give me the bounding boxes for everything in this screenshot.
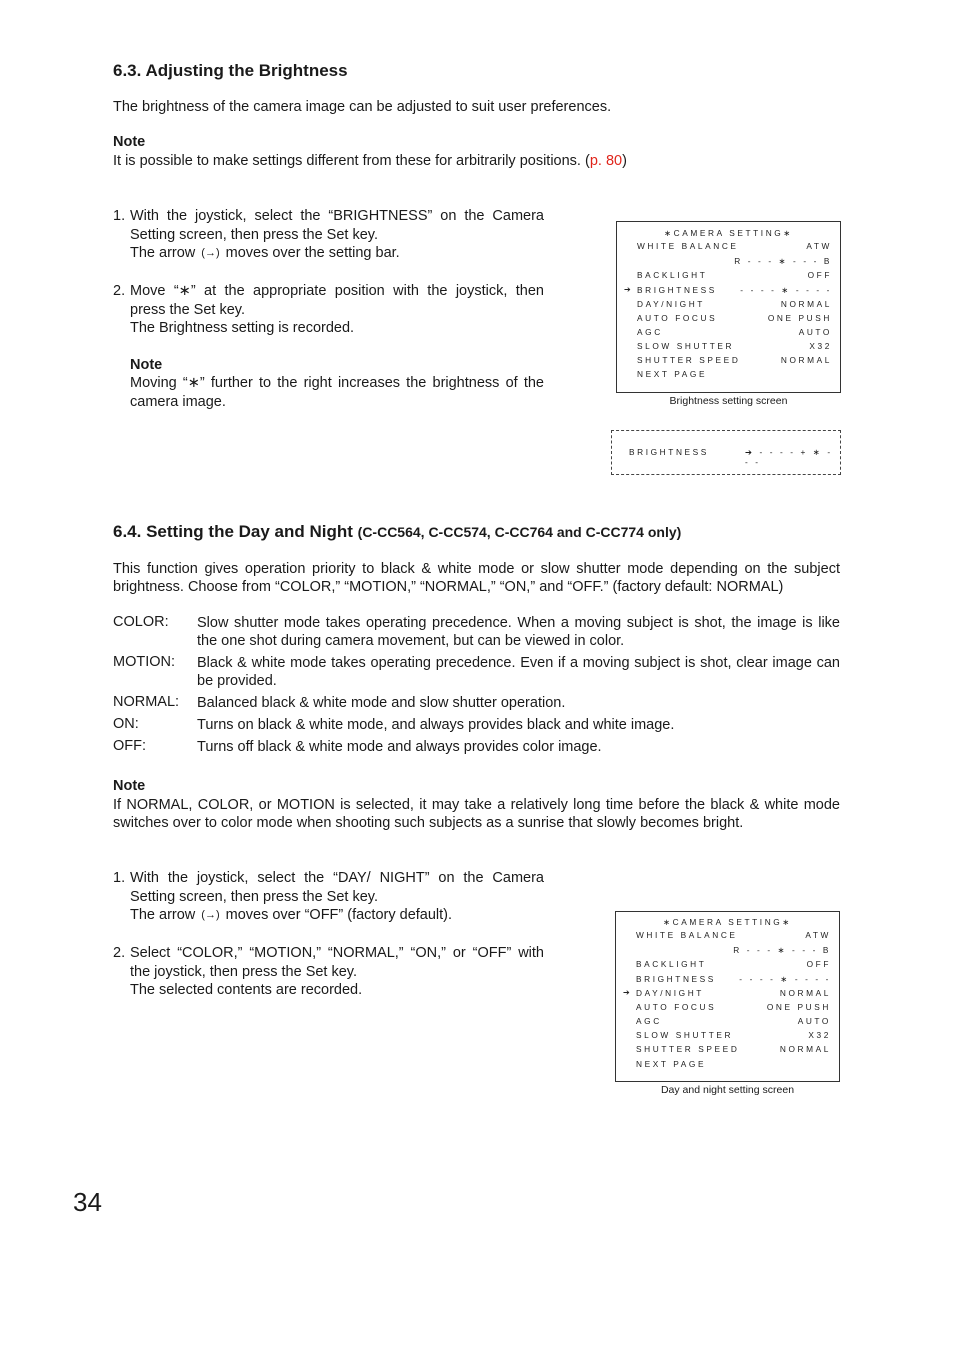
menu-key: BACKLIGHT: [636, 959, 707, 969]
step-text: The selected contents are recorded.: [130, 982, 363, 998]
pointer-arrow-icon: ➔: [623, 988, 630, 997]
step-text: Setting screen, then press the Set key.: [130, 888, 378, 905]
menu-key: NEXT PAGE: [636, 1059, 707, 1069]
page-link[interactable]: p. 80: [589, 153, 623, 169]
step-note-text: camera image.: [130, 393, 226, 410]
definition-term: COLOR:: [113, 614, 169, 630]
brightness-bar-screen: [611, 430, 841, 475]
menu-key: SHUTTER SPEED: [637, 355, 741, 365]
step-text: the joystick, then press the Set key.: [130, 963, 358, 980]
menu-row: [636, 959, 831, 971]
menu-value: AUTO: [798, 327, 832, 337]
menu-key: AUTO FOCUS: [636, 1002, 717, 1012]
menu-value: AUTO: [797, 1016, 831, 1026]
note-text-close: ): [622, 153, 627, 169]
step-text: Setting screen, then press the Set key.: [130, 226, 378, 243]
bar-label: BRIGHTNESS: [629, 447, 709, 457]
note-label: Note: [113, 778, 146, 794]
screen-caption: Day and night setting screen: [660, 1084, 795, 1096]
note-line: If NORMAL, COLOR, or MOTION is selected, it may take a relatively long time before the black & white mode: [113, 797, 840, 813]
definition-text: Slow shutter mode takes operating precedence. When a moving subject is shot, the image is like the one shot during camera movement, but can be viewed in color.: [197, 615, 840, 649]
menu-key: AGC: [637, 327, 663, 337]
definition-term: OFF:: [113, 738, 147, 754]
brightness-bar: ➔ - - - - + ∗ - - -: [745, 447, 833, 467]
screen-caption: Brightness setting screen: [669, 395, 788, 407]
day-night-step-2: [113, 944, 544, 1004]
menu-row: [636, 930, 831, 942]
definition-text: Turns off black & white mode and always provides color image.: [197, 739, 602, 755]
step-number: 1.: [113, 870, 126, 886]
menu-key: AUTO FOCUS: [637, 313, 718, 323]
step-note-label: Note: [130, 356, 163, 373]
note-text: It is possible to make settings different from these for arbitrarily positions. (: [113, 153, 590, 169]
step-text: Move “∗” at the appropriate position with the joystick, then: [130, 283, 544, 299]
brightness-step-1: [113, 207, 544, 267]
definition-term: NORMAL:: [113, 694, 180, 710]
pointer-arrow-icon: ➔: [624, 285, 631, 294]
note-line: switches over to color mode when shooting such subjects as a sunrise that slowly becomes bright.: [113, 815, 744, 831]
menu-row: [636, 1059, 831, 1071]
step-text: With the joystick, select the “DAY/ NIGHT” on the Camera: [130, 870, 544, 886]
step-text-part: moves over “OFF” (factory default).: [225, 907, 453, 923]
menu-value: ONE PUSH: [767, 313, 832, 323]
section-heading-brightness: 6.3. Adjusting the Brightness: [113, 61, 348, 80]
step-text: [130, 244, 544, 263]
menu-row-selected: [623, 988, 831, 1000]
brightness-note: [113, 152, 627, 170]
day-night-intro: [113, 560, 840, 596]
menu-row: [637, 355, 832, 367]
menu-value: NORMAL: [779, 1044, 831, 1054]
day-night-note: [113, 796, 840, 832]
step-text-part: The arrow: [130, 907, 196, 923]
menu-row: [636, 1044, 831, 1056]
definition-text: Black & white mode takes operating precedence. Even if a moving subject is shot, clear image can be provided.: [197, 655, 840, 689]
step-text: press the Set key.: [130, 301, 245, 318]
day-night-setting-screen: [615, 911, 840, 1082]
menu-row: [637, 299, 832, 311]
heading-models: (C-CC564, C-CC574, C-CC764 and C-CC774 only): [357, 524, 682, 540]
menu-row: [636, 1030, 831, 1042]
menu-key: SLOW SHUTTER: [636, 1030, 734, 1040]
intro-line: brightness. Choose from “COLOR,” “MOTION,” “NORMAL,” “ON,” and “OFF.” (factory default: NORMAL): [113, 579, 784, 595]
step-note-text: Moving “∗” further to the right increases the brightness of the: [130, 375, 544, 391]
step-text-part: moves over the setting bar.: [225, 245, 400, 261]
menu-value: NORMAL: [779, 988, 831, 998]
menu-value: NORMAL: [780, 355, 832, 365]
menu-value: - - - - ∗ - - - -: [739, 974, 831, 984]
menu-value: - - - - ∗ - - - -: [740, 285, 832, 295]
section-heading-day-night: [113, 522, 681, 542]
menu-row: [636, 1016, 831, 1028]
menu-value: ATW: [805, 930, 831, 940]
step-text-part: The arrow: [130, 245, 196, 261]
page-number: 34: [73, 1187, 102, 1217]
menu-row: [637, 270, 832, 282]
menu-row: [636, 1002, 831, 1014]
menu-value: X32: [809, 341, 832, 351]
menu-key: DAY/NIGHT: [637, 299, 705, 309]
menu-row: [637, 241, 832, 253]
menu-value: X32: [808, 1030, 831, 1040]
menu-key: BRIGHTNESS: [637, 285, 717, 295]
menu-value: ATW: [806, 241, 832, 251]
menu-value: NORMAL: [780, 299, 832, 309]
step-text: Select “COLOR,” “MOTION,” “NORMAL,” “ON,” or “OFF” with: [130, 945, 544, 961]
definition-text: Balanced black & white mode and slow shutter operation.: [197, 695, 566, 711]
menu-value: OFF: [807, 270, 832, 280]
day-night-step-1: [113, 869, 544, 929]
arrow-icon: (→): [201, 909, 220, 921]
menu-value: R - - - ∗ - - - B: [733, 945, 831, 955]
note-label: Note: [113, 134, 146, 150]
menu-row: [637, 341, 832, 353]
menu-row: [637, 256, 832, 268]
menu-key: DAY/NIGHT: [636, 988, 704, 998]
step-number: 2.: [113, 283, 126, 299]
arrow-icon: (→): [201, 247, 220, 259]
screen-title: ∗CAMERA SETTING∗: [663, 917, 792, 927]
menu-key: SLOW SHUTTER: [637, 341, 735, 351]
brightness-setting-screen: [616, 221, 841, 393]
brightness-intro: The brightness of the camera image can be adjusted to suit user preferences.: [113, 99, 612, 115]
definition-term: ON:: [113, 716, 139, 732]
intro-line: This function gives operation priority to black & white mode or slow shutter mode depending on the subject: [113, 561, 840, 577]
menu-key: AGC: [636, 1016, 662, 1026]
menu-row: [637, 313, 832, 325]
definition-text: Turns on black & white mode, and always provides black and white image.: [197, 717, 675, 733]
step-number: 2.: [113, 945, 126, 961]
heading-text: 6.4. Setting the Day and Night: [113, 522, 353, 541]
menu-row: [636, 945, 831, 957]
menu-value: ONE PUSH: [766, 1002, 831, 1012]
mode-definition-list: [113, 614, 840, 764]
menu-row: [636, 974, 831, 986]
menu-value: OFF: [806, 959, 831, 969]
menu-key: BACKLIGHT: [637, 270, 708, 280]
step-text: The Brightness setting is recorded.: [130, 320, 355, 336]
step-number: 1.: [113, 208, 126, 224]
menu-key: WHITE BALANCE: [637, 241, 739, 251]
menu-value: R - - - ∗ - - - B: [734, 256, 832, 266]
menu-key: SHUTTER SPEED: [636, 1044, 740, 1054]
menu-row: [637, 369, 832, 381]
screen-title: ∗CAMERA SETTING∗: [664, 228, 793, 238]
menu-key: BRIGHTNESS: [636, 974, 716, 984]
definition-term: MOTION:: [113, 654, 176, 670]
brightness-step-2: [113, 282, 544, 412]
step-text: With the joystick, select the “BRIGHTNESS” on the Camera: [130, 208, 544, 224]
menu-key: WHITE BALANCE: [636, 930, 738, 940]
step-text: [130, 906, 544, 925]
menu-row-selected: [624, 285, 832, 297]
menu-row: [637, 327, 832, 339]
menu-key: NEXT PAGE: [637, 369, 708, 379]
